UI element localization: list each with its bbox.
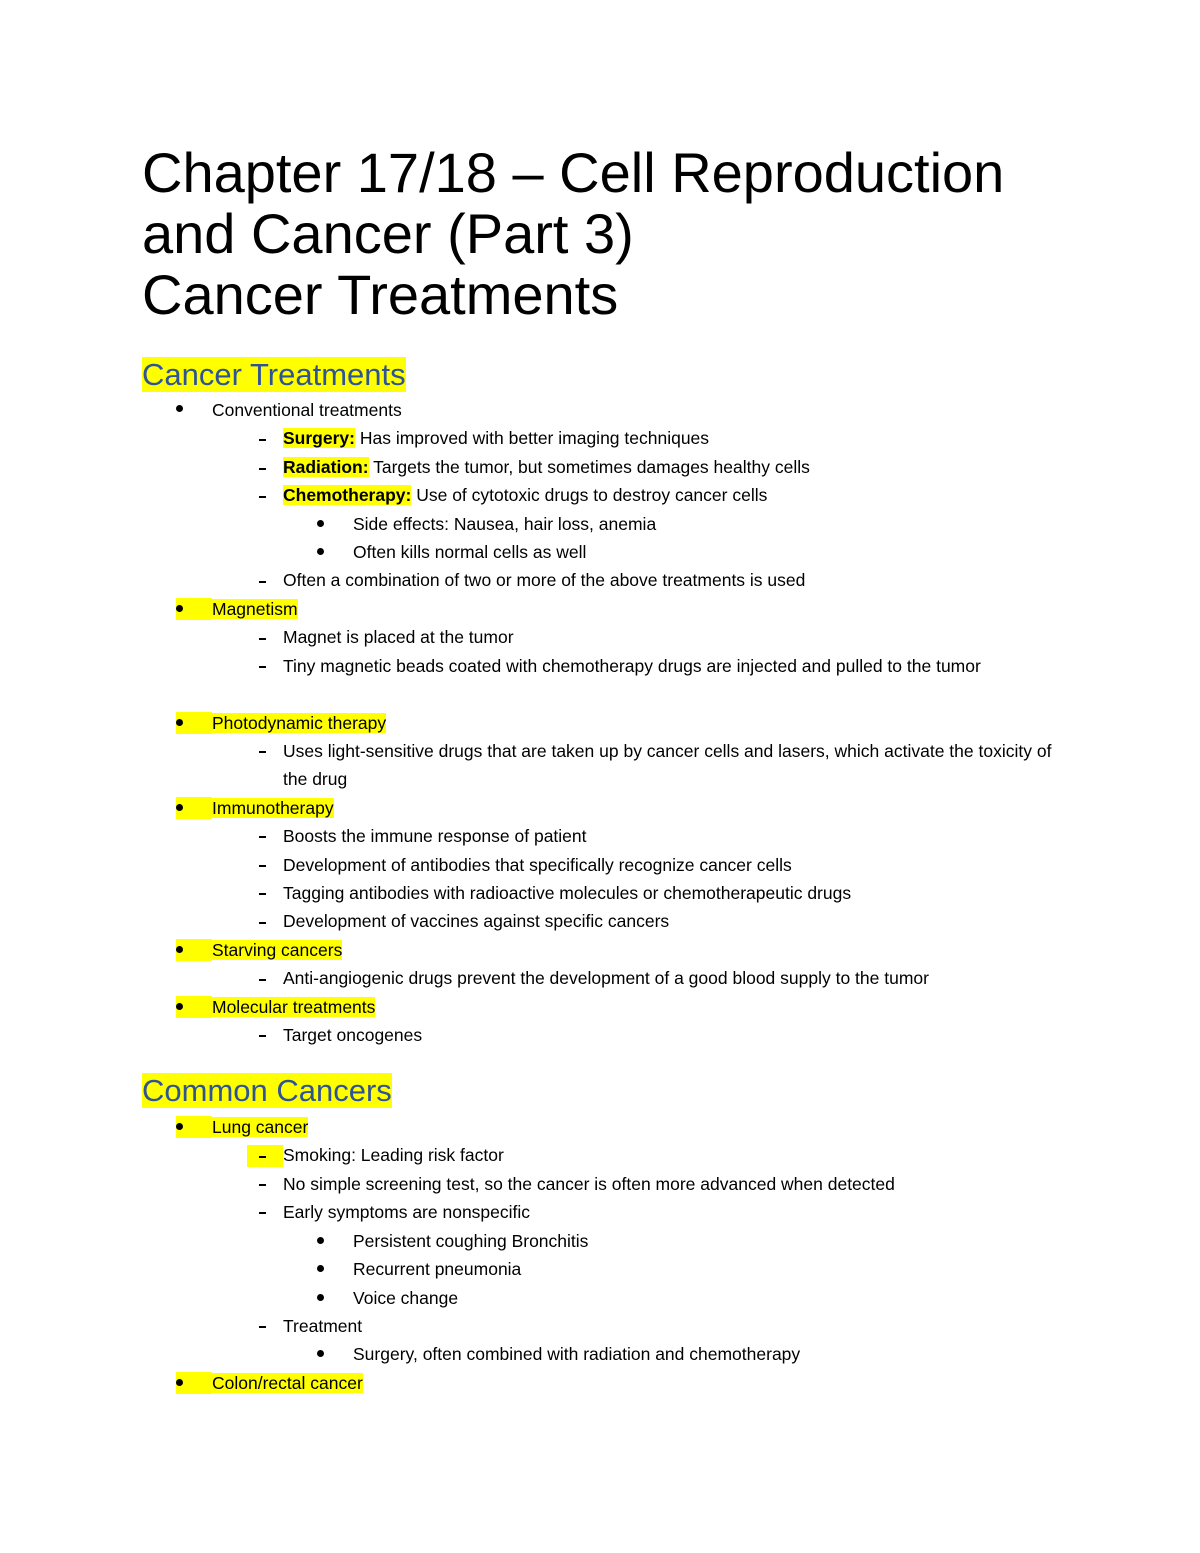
list-item-anti-angiogenic: Anti-angiogenic drugs prevent the development of a good blood supply to the tumor — [283, 968, 929, 988]
list-item-kills-normal-cells: Often kills normal cells as well — [353, 542, 587, 562]
list-item-photodynamic: Photodynamic therapy — [212, 713, 387, 733]
list-item-immunotherapy: Immunotherapy — [212, 798, 334, 818]
bullet-dot — [317, 1294, 324, 1301]
bullet-dot — [317, 548, 324, 555]
dash-marker — [259, 865, 266, 867]
list-item-conventional: Conventional treatments — [212, 400, 402, 420]
list-item-magnetism: Magnetism — [212, 599, 298, 619]
section-heading-common-cancers: Common Cancers — [142, 1073, 392, 1108]
list-item-surgery-combined: Surgery, often combined with radiation and chemotherapy — [353, 1344, 801, 1364]
term-surgery: Surgery: — [283, 428, 355, 448]
bullet-dot — [176, 946, 183, 953]
bullet-dot — [176, 605, 183, 612]
dash-marker — [259, 751, 266, 753]
list-item-vaccines: Development of vaccines against specific cancers — [283, 911, 670, 931]
bullet-dot — [176, 1123, 183, 1130]
list-item-radiation: Radiation: Targets the tumor, but sometimes damages healthy cells — [283, 457, 810, 477]
list-item-side-effects: Side effects: Nausea, hair loss, anemia — [353, 514, 657, 534]
dash-marker — [259, 468, 266, 470]
list-item-voice-change: Voice change — [353, 1288, 459, 1308]
list-item-molecular: Molecular treatments — [212, 997, 376, 1017]
list-item-smoking: Smoking: Leading risk factor — [283, 1145, 504, 1165]
dash-marker — [259, 439, 266, 441]
list-item-persistent-coughing: Persistent coughing Bronchitis — [353, 1231, 589, 1251]
bullet-dot — [176, 804, 183, 811]
list-item-starving-cancers: Starving cancers — [212, 940, 343, 960]
dash-marker — [259, 979, 266, 981]
list-item-light-sensitive-drugs: Uses light-sensitive drugs that are taken up by cancer cells and lasers, which activate the toxicity of the drug — [283, 741, 1052, 789]
title-line-3: Cancer Treatments — [142, 263, 619, 326]
dash-marker — [259, 1035, 266, 1037]
dash-marker — [259, 638, 266, 640]
document-title — [142, 142, 1142, 325]
dash-marker — [259, 922, 266, 924]
list-item-antibodies: Development of antibodies that specifically recognize cancer cells — [283, 855, 792, 875]
list-item-recurrent-pneumonia: Recurrent pneumonia — [353, 1259, 522, 1279]
bullet-dot — [176, 719, 183, 726]
dash-marker — [259, 836, 266, 838]
dash-marker — [259, 1212, 266, 1214]
list-item-boosts-immune: Boosts the immune response of patient — [283, 826, 587, 846]
list-item-tagging-antibodies: Tagging antibodies with radioactive molecules or chemotherapeutic drugs — [283, 883, 852, 903]
term-radiation: Radiation: — [283, 457, 369, 477]
dash-marker — [259, 581, 266, 583]
section-heading-cancer-treatments: Cancer Treatments — [142, 357, 406, 392]
list-item-target-oncogenes: Target oncogenes — [283, 1025, 423, 1045]
bullet-dot — [176, 1379, 183, 1386]
list-item-surgery: Surgery: Has improved with better imaging techniques — [283, 428, 710, 448]
list-item-colon-rectal: Colon/rectal cancer — [212, 1373, 363, 1393]
dash-marker — [259, 1184, 266, 1186]
title-line-1: Chapter 17/18 – Cell Reproduction — [142, 141, 1005, 204]
list-item-magnet-placed: Magnet is placed at the tumor — [283, 627, 514, 647]
list-item-combination: Often a combination of two or more of the above treatments is used — [283, 570, 806, 590]
title-line-2: and Cancer (Part 3) — [142, 202, 634, 265]
bullet-dot — [317, 520, 324, 527]
bullet-dot — [317, 1237, 324, 1244]
list-item-magnetic-beads: Tiny magnetic beads coated with chemotherapy drugs are injected and pulled to the tumor — [283, 656, 981, 676]
bullet-dot — [317, 1350, 324, 1357]
dash-marker — [259, 893, 266, 895]
bullet-dot — [176, 1003, 183, 1010]
list-item-chemotherapy: Chemotherapy: Use of cytotoxic drugs to destroy cancer cells — [283, 485, 768, 505]
dash-marker — [259, 496, 266, 498]
dash-marker — [259, 666, 266, 668]
dash-marker — [259, 1156, 266, 1158]
dash-marker — [259, 1326, 266, 1328]
list-item-treatment: Treatment — [283, 1316, 363, 1336]
list-item-early-symptoms: Early symptoms are nonspecific — [283, 1202, 531, 1222]
bullet-dot — [317, 1265, 324, 1272]
list-item-lung-cancer: Lung cancer — [212, 1117, 309, 1137]
bullet-dot — [176, 405, 183, 412]
list-item-screening: No simple screening test, so the cancer is often more advanced when detected — [283, 1174, 895, 1194]
term-chemotherapy: Chemotherapy: — [283, 485, 412, 505]
